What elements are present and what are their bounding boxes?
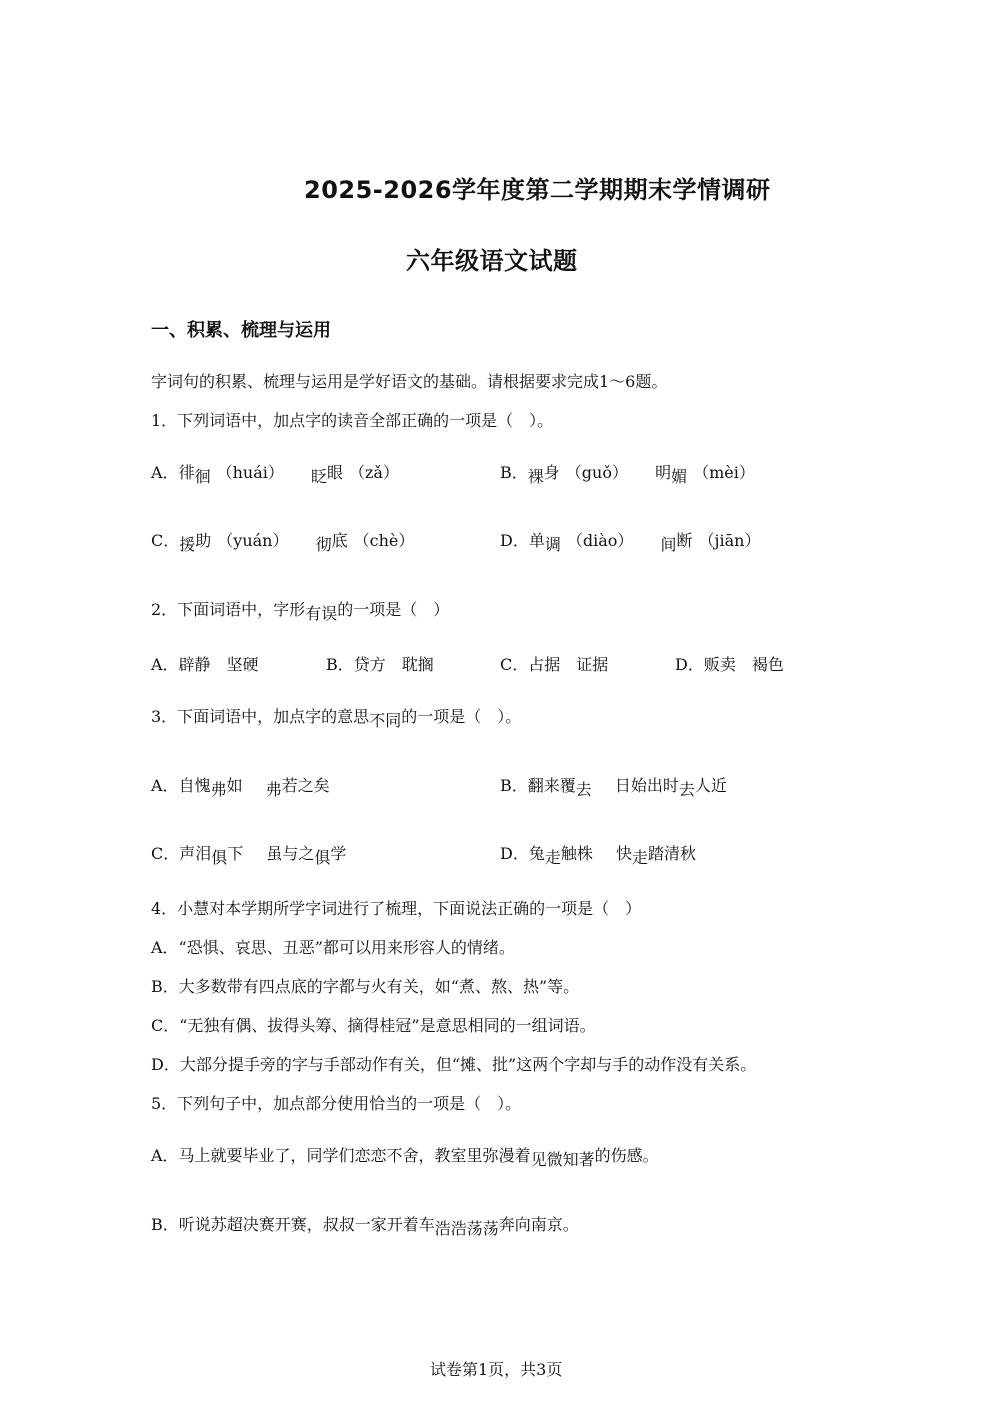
q1-option-a: A．徘徊 （huái） 眨眼 （zǎ） xyxy=(151,463,399,486)
q3-option-a: A．自愧弗如 弗若之矣 xyxy=(151,776,330,799)
option-label: D． xyxy=(500,531,529,550)
question-3-stem: 3．下面词语中，加点字的意思不同的一项是（ ）。 xyxy=(151,707,522,730)
q2-option-a: A．辟静 坚硬 xyxy=(151,655,259,674)
q1-option-d: D．单调 （diào） 间断 （jiān） xyxy=(500,531,761,554)
option-label: A． xyxy=(151,463,179,482)
question-5-stem: 5．下列句子中，加点部分使用恰当的一项是（ ）。 xyxy=(151,1094,522,1113)
section-heading: 一、积累、梳理与运用 xyxy=(151,320,331,341)
option-label: B． xyxy=(500,776,528,795)
q3-option-c: C．声泪俱下 虽与之俱学 xyxy=(151,844,347,867)
exam-subtitle: 六年级语文试题 xyxy=(406,247,578,275)
option-label: C． xyxy=(151,844,180,863)
q4-option-b: B．大多数带有四点底的字都与火有关，如“煮、熬、热”等。 xyxy=(151,977,580,996)
q3-option-d: D．兔走触株 快走踏清秋 xyxy=(500,844,697,867)
option-label: D． xyxy=(500,844,529,863)
exam-title: 2025-2026学年度第二学期期末学情调研 xyxy=(304,176,771,204)
page-footer: 试卷第1页，共3页 xyxy=(430,1360,563,1379)
option-label: B． xyxy=(500,463,528,482)
section-intro: 字词句的积累、梳理与运用是学好语文的基础。请根据要求完成1～6题。 xyxy=(151,372,668,391)
option-label: A． xyxy=(151,776,179,795)
q4-option-d: D．大部分提手旁的字与手部动作有关，但“摊、批”这两个字却与手的动作没有关系。 xyxy=(151,1055,757,1074)
q3-option-b: B．翻来覆去 日始出时去人近 xyxy=(500,776,727,799)
question-1-stem: 1．下列词语中，加点字的读音全部正确的一项是（ ）。 xyxy=(151,411,554,430)
option-label: C． xyxy=(151,531,180,550)
q1-option-c: C．援助 （yuán） 彻底 （chè） xyxy=(151,531,415,554)
q5-option-b: B．听说苏超决赛开赛，叔叔一家开着车浩浩荡荡奔向南京。 xyxy=(151,1215,579,1238)
q5-option-a: A．马上就要毕业了，同学们恋恋不舍，教室里弥漫着见微知著的伤感。 xyxy=(151,1146,659,1169)
q2-option-b: B．贷方 耽搁 xyxy=(326,655,434,674)
q4-option-c: C．“无独有偶、拔得头筹、摘得桂冠”是意思相同的一组词语。 xyxy=(151,1016,596,1035)
q2-option-c: C．占据 证据 xyxy=(500,655,609,674)
question-2-stem: 2．下面词语中，字形有误的一项是（ ） xyxy=(151,600,450,623)
q1-option-b: B．裸身 （guǒ） 明媚 （mèi） xyxy=(500,463,755,486)
question-4-stem: 4．小慧对本学期所学字词进行了梳理，下面说法正确的一项是（ ） xyxy=(151,899,642,918)
q4-option-a: A．“恐惧、哀思、丑恶”都可以用来形容人的情绪。 xyxy=(151,938,515,957)
q2-option-d: D．贩卖 褐色 xyxy=(675,655,784,674)
